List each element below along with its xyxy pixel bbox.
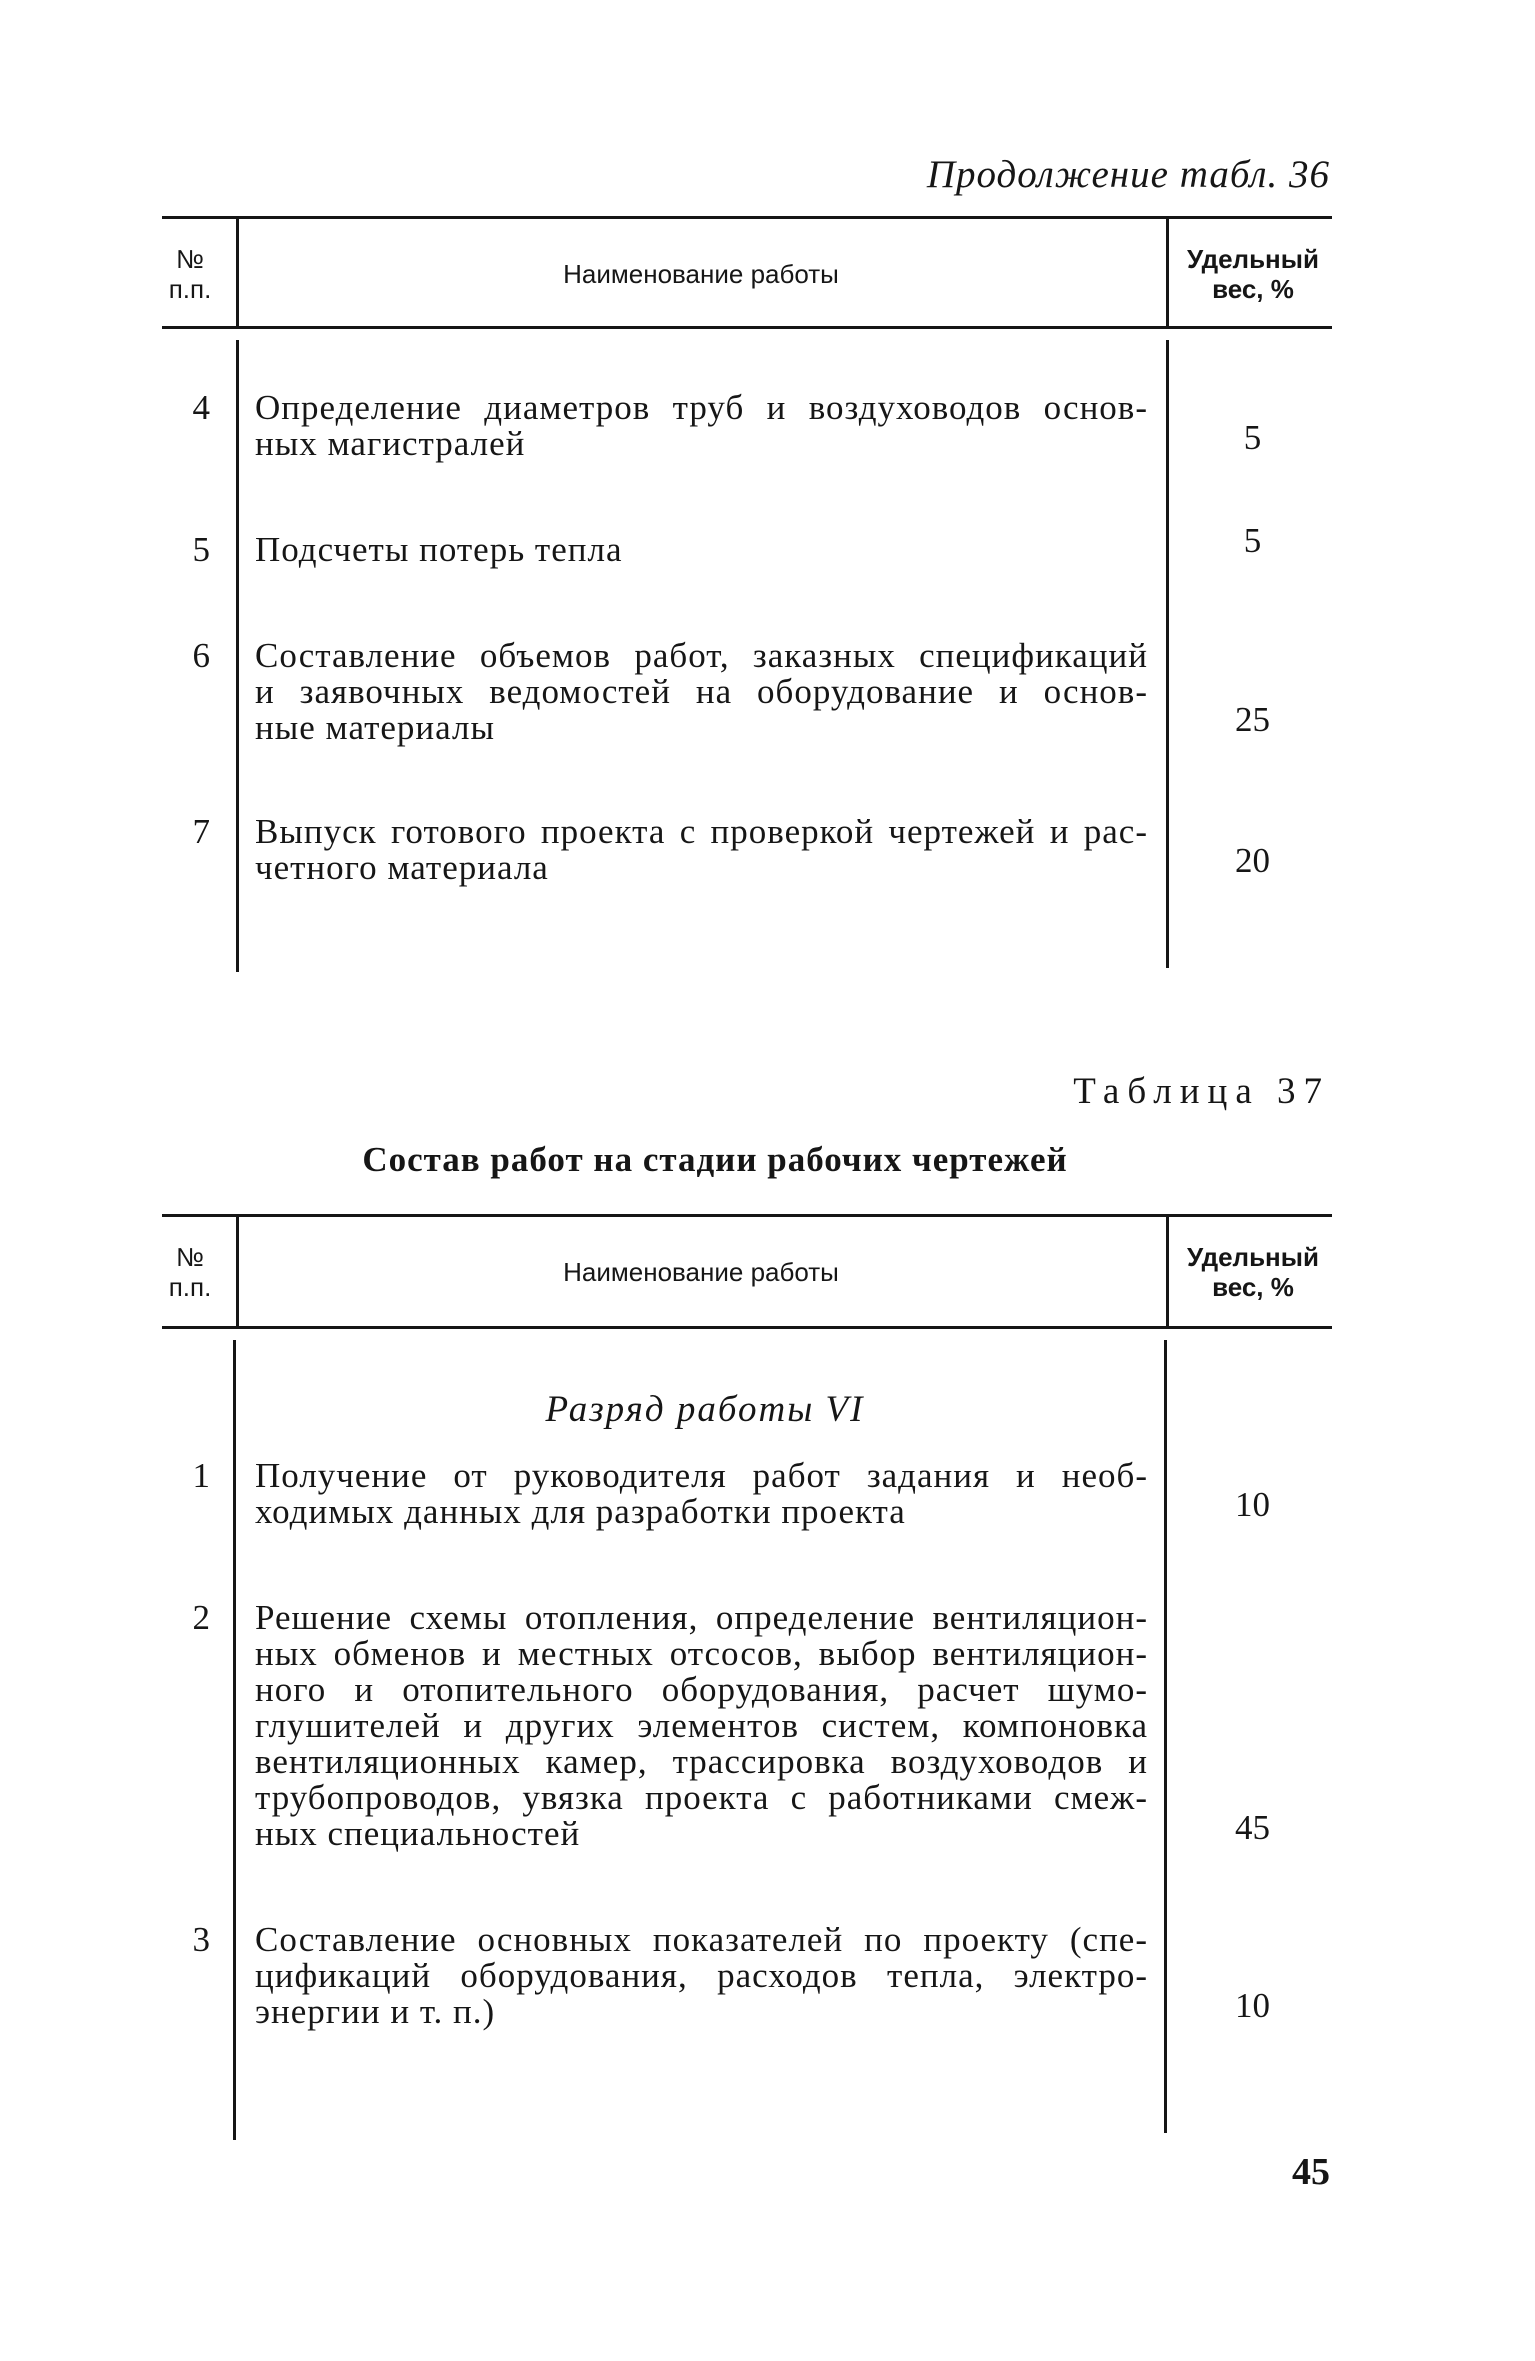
table-37-caption: Таблица 37	[1073, 1071, 1330, 1112]
table-36-top-rule	[162, 216, 1332, 219]
table-37-body-divider-2	[1164, 1340, 1167, 2133]
header-weight-line-1: Удельный	[1187, 244, 1319, 274]
continuation-caption: Продолжение табл. 36	[926, 153, 1330, 196]
row-description	[255, 1458, 1148, 1530]
table-36-body-divider-1	[236, 340, 239, 972]
row-number: 7	[192, 812, 210, 851]
row-description-line: ных обменов и местных отсосов, выбор вентиляцион-	[255, 1634, 1148, 1673]
row-description-line: Выпуск готового проекта с проверкой чертежей и рас-	[255, 812, 1148, 851]
table-37-title: Состав работ на стадии рабочих чертежей	[362, 1140, 1068, 1179]
row-description-line: Получение от руководителя работ задания и необ-	[255, 1456, 1148, 1495]
header-number-label: п.п.	[168, 274, 212, 304]
header-weight-line-1: Удельный	[1187, 1242, 1319, 1272]
row-weight: 10	[1235, 1485, 1270, 1524]
row-number: 2	[192, 1598, 210, 1637]
row-description-line: ходимых данных для разработки проекта	[255, 1492, 906, 1531]
page-number: 45	[1292, 2151, 1330, 2193]
row-description-line: Подсчеты потерь тепла	[255, 530, 623, 569]
row-description	[255, 814, 1148, 886]
row-weight: 10	[1235, 1986, 1270, 2025]
header-weight-line-2: вес, %	[1212, 274, 1294, 304]
row-number: 3	[192, 1920, 210, 1959]
table-36-header-rule	[162, 326, 1332, 329]
table-36-header-weight	[1168, 224, 1338, 324]
row-description-line: вентиляционных камер, трассировка воздуховодов и	[255, 1742, 1148, 1781]
row-description	[255, 390, 1148, 462]
row-description-line: цификаций оборудования, расходов тепла, электро-	[255, 1956, 1148, 1995]
row-description-line: четного материала	[255, 848, 549, 887]
row-description	[255, 1600, 1148, 1852]
row-number: 6	[192, 636, 210, 675]
row-weight: 5	[1243, 418, 1262, 457]
row-description-line: трубопроводов, увязка проекта с работниками смеж-	[255, 1778, 1148, 1817]
row-description-line: Составление основных показателей по проекту (спе-	[255, 1920, 1148, 1959]
row-description-line: энергии и т. п.)	[255, 1992, 496, 2031]
row-number: 1	[192, 1456, 210, 1495]
header-name-label: Наименование работы	[563, 1257, 839, 1287]
row-description-line: Составление объемов работ, заказных спецификаций	[255, 636, 1148, 675]
row-description-line: и заявочных ведомостей на оборудование и основ-	[255, 672, 1148, 711]
row-description	[255, 638, 1148, 746]
header-number-label: п.п.	[168, 1272, 212, 1302]
table-36-header-number	[150, 224, 230, 324]
row-description-line: глушителей и других элементов систем, компоновка	[255, 1706, 1148, 1745]
header-name-label: Наименование работы	[563, 259, 839, 289]
table-37-body-divider-1	[233, 1340, 236, 2140]
row-description-line: ных специальностей	[255, 1814, 581, 1853]
row-description-line: ных магистралей	[255, 424, 526, 463]
table-36-body-divider-2	[1166, 340, 1169, 968]
row-description-line: ного и отопительного оборудования, расчет шумо-	[255, 1670, 1148, 1709]
header-number-symbol: №	[176, 244, 204, 274]
table-37-header-rule	[162, 1326, 1332, 1329]
table-37-header-name	[236, 1222, 1166, 1322]
table-36-header-name	[236, 224, 1166, 324]
table-37-subheading: Разряд работы VI	[545, 1389, 865, 1430]
row-weight: 45	[1235, 1808, 1270, 1847]
row-description-line: ные материалы	[255, 708, 495, 747]
table-37-header-number	[150, 1222, 230, 1322]
row-description	[255, 1922, 1148, 2030]
row-weight: 20	[1235, 841, 1270, 880]
row-weight: 25	[1235, 700, 1270, 739]
header-weight-line-2: вес, %	[1212, 1272, 1294, 1302]
header-number-symbol: №	[176, 1242, 204, 1272]
row-number: 4	[192, 388, 210, 427]
row-description-line: Решение схемы отопления, определение вентиляцион-	[255, 1598, 1148, 1637]
table-37-header-weight	[1168, 1222, 1338, 1322]
row-number: 5	[192, 530, 210, 569]
row-weight: 5	[1243, 521, 1262, 560]
row-description	[255, 532, 1148, 568]
row-description-line: Определение диаметров труб и воздуховодов основ-	[255, 388, 1148, 427]
table-37-top-rule	[162, 1214, 1332, 1217]
